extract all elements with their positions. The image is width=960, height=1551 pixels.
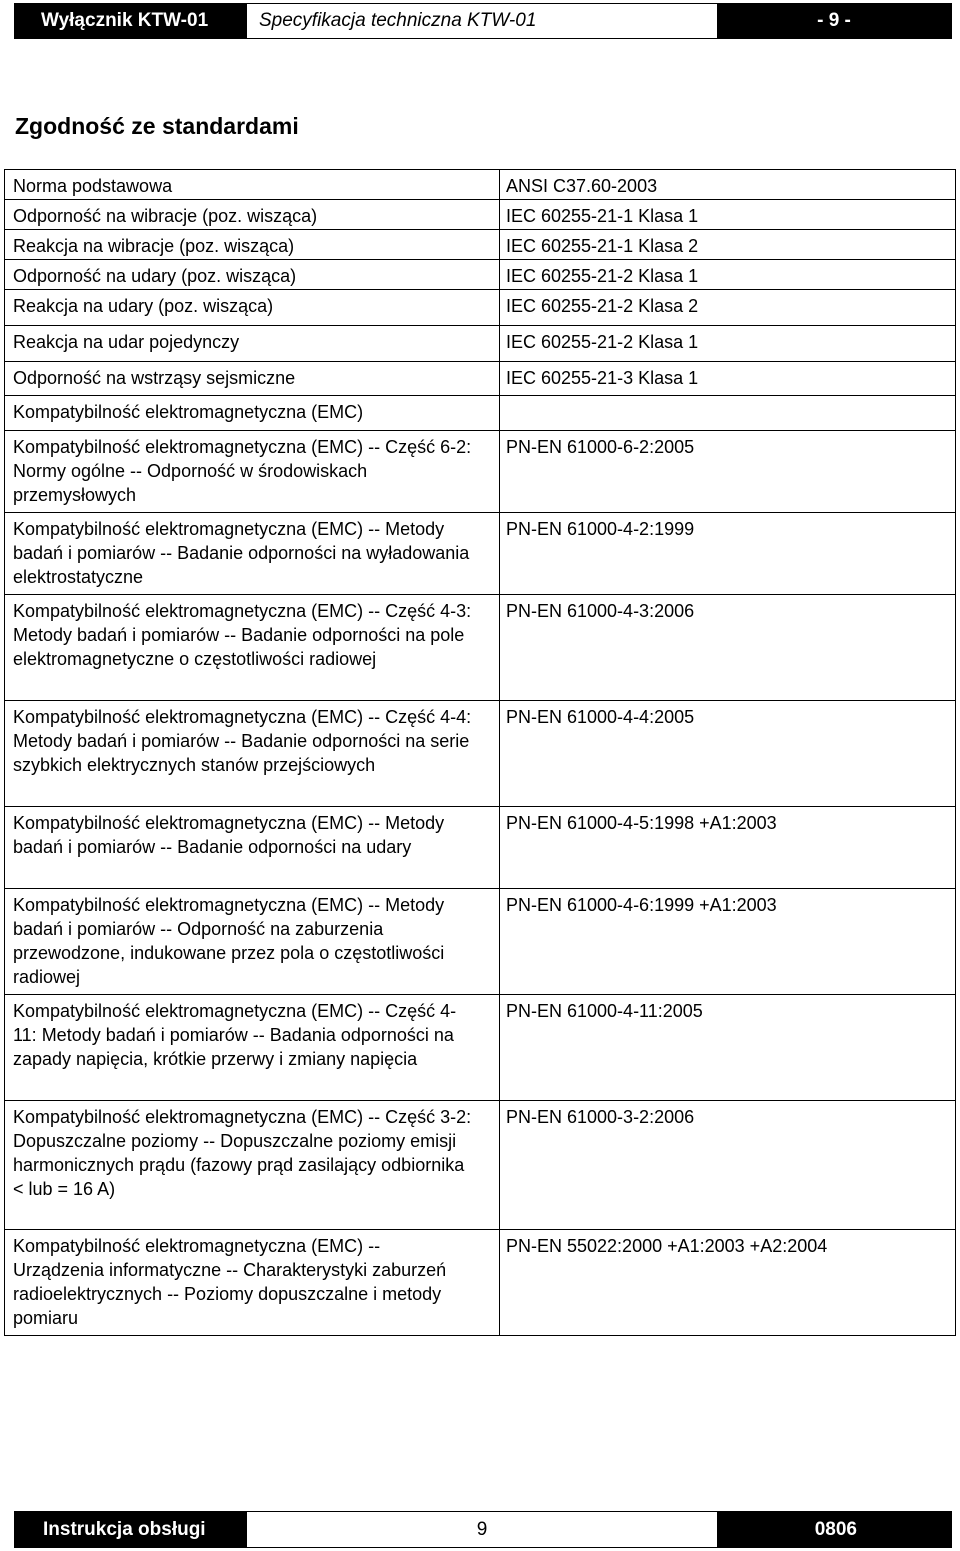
standard-label-text: Kompatybilność elektromagnetyczna (EMC) -- Metody badań i pomiarów -- Badanie odporności na udary: [13, 813, 445, 857]
standard-value: PN-EN 61000-4-2:1999: [500, 513, 956, 595]
page-header: [14, 3, 952, 39]
standard-label: Reakcja na udary (poz. wisząca): [5, 290, 500, 326]
standard-label: [5, 701, 500, 807]
standard-label: Odporność na wstrząsy sejsmiczne: [5, 362, 500, 396]
footer-page-number: 9: [247, 1512, 717, 1547]
table-row: [5, 170, 956, 200]
table-row: [5, 290, 956, 326]
table-row: [5, 889, 956, 995]
standard-label-text: Kompatybilność elektromagnetyczna (EMC) -- Część 6-2: Normy ogólne -- Odporność w środowiskach przemysłowych: [13, 437, 472, 505]
standard-value: [500, 396, 956, 431]
standard-value: IEC 60255-21-3 Klasa 1: [500, 362, 956, 396]
header-document-title: Specyfikacja techniczna KTW-01: [247, 4, 717, 38]
table-row: [5, 200, 956, 230]
standard-label: [5, 1230, 500, 1336]
standard-label-text: Kompatybilność elektromagnetyczna (EMC) -- Urządzenia informatyczne -- Charakterystyki zaburzeń radioelektrycznych -- Poziomy dopuszczalne i metody pomiaru: [13, 1236, 447, 1328]
standard-label: Odporność na wibracje (poz. wisząca): [5, 200, 500, 230]
standard-value: IEC 60255-21-1 Klasa 1: [500, 200, 956, 230]
standard-label: Odporność na udary (poz. wisząca): [5, 260, 500, 290]
standard-label-text: Kompatybilność elektromagnetyczna (EMC) -- Część 4-3: Metody badań i pomiarów -- Badanie odporności na pole elektromagnetyczne o częstotliwości radiowej: [13, 601, 472, 669]
standard-label: [5, 807, 500, 889]
standard-label: [5, 595, 500, 701]
standard-value: PN-EN 61000-4-4:2005: [500, 701, 956, 807]
table-row: [5, 396, 956, 431]
header-product-name: Wyłącznik KTW-01: [15, 4, 247, 38]
footer-revision-code: 0806: [717, 1512, 951, 1547]
standard-value: PN-EN 61000-4-11:2005: [500, 995, 956, 1101]
table-row: [5, 1230, 956, 1336]
standard-value: PN-EN 61000-4-3:2006: [500, 595, 956, 701]
standard-label-text: Kompatybilność elektromagnetyczna (EMC) -- Część 4-4: Metody badań i pomiarów -- Badanie odporności na serie szybkich elektrycznych stanów przejściowych: [13, 707, 472, 775]
table-row: [5, 431, 956, 513]
standards-table: [4, 169, 956, 1336]
table-row: [5, 807, 956, 889]
standard-value: PN-EN 61000-4-6:1999 +A1:2003: [500, 889, 956, 995]
standard-value: PN-EN 55022:2000 +A1:2003 +A2:2004: [500, 1230, 956, 1336]
table-row: [5, 326, 956, 362]
section-title: Zgodność ze standardami: [15, 113, 299, 139]
standard-label: Norma podstawowa: [5, 170, 500, 200]
standard-value: PN-EN 61000-3-2:2006: [500, 1101, 956, 1230]
standard-value: IEC 60255-21-2 Klasa 2: [500, 290, 956, 326]
standard-label: [5, 1101, 500, 1230]
standard-value: PN-EN 61000-4-5:1998 +A1:2003: [500, 807, 956, 889]
standard-label: Reakcja na udar pojedynczy: [5, 326, 500, 362]
standard-value: PN-EN 61000-6-2:2005: [500, 431, 956, 513]
table-row: [5, 513, 956, 595]
table-row: [5, 995, 956, 1101]
footer-manual-label: Instrukcja obsługi: [15, 1512, 247, 1547]
header-page-number: - 9 -: [717, 4, 951, 38]
standard-label: [5, 995, 500, 1101]
table-row: [5, 595, 956, 701]
standard-label: [5, 431, 500, 513]
standard-label: Reakcja na wibracje (poz. wisząca): [5, 230, 500, 260]
table-row: [5, 1101, 956, 1230]
standard-label: [5, 889, 500, 995]
standard-value: IEC 60255-21-2 Klasa 1: [500, 326, 956, 362]
table-row: [5, 260, 956, 290]
standard-label-text: Kompatybilność elektromagnetyczna (EMC) -- Część 3-2: Dopuszczalne poziomy -- Dopuszczalne poziomy emisji harmonicznych prądu (fazowy prąd zasilający odbiornika < lub = 16 A): [13, 1107, 472, 1199]
table-row: [5, 701, 956, 807]
standard-label-text: Kompatybilność elektromagnetyczna (EMC) -- Metody badań i pomiarów -- Badanie odporności na wyładowania elektrostatyczne: [13, 519, 470, 587]
table-row: [5, 230, 956, 260]
standard-label-text: Kompatybilność elektromagnetyczna (EMC) -- Część 4-11: Metody badań i pomiarów -- Badania odporności na zapady napięcia, krótkie przerwy i zmiany napięcia: [13, 1001, 457, 1069]
standard-label: Kompatybilność elektromagnetyczna (EMC): [5, 396, 500, 431]
standard-value: IEC 60255-21-1 Klasa 2: [500, 230, 956, 260]
table-row: [5, 362, 956, 396]
standard-label: [5, 513, 500, 595]
page-footer: [14, 1511, 952, 1548]
standard-value: IEC 60255-21-2 Klasa 1: [500, 260, 956, 290]
standard-value: ANSI C37.60-2003: [500, 170, 956, 200]
standard-label-text: Kompatybilność elektromagnetyczna (EMC) -- Metody badań i pomiarów -- Odporność na zaburzenia przewodzone, indukowane przez pola o częstotliwości radiowej: [13, 895, 445, 987]
